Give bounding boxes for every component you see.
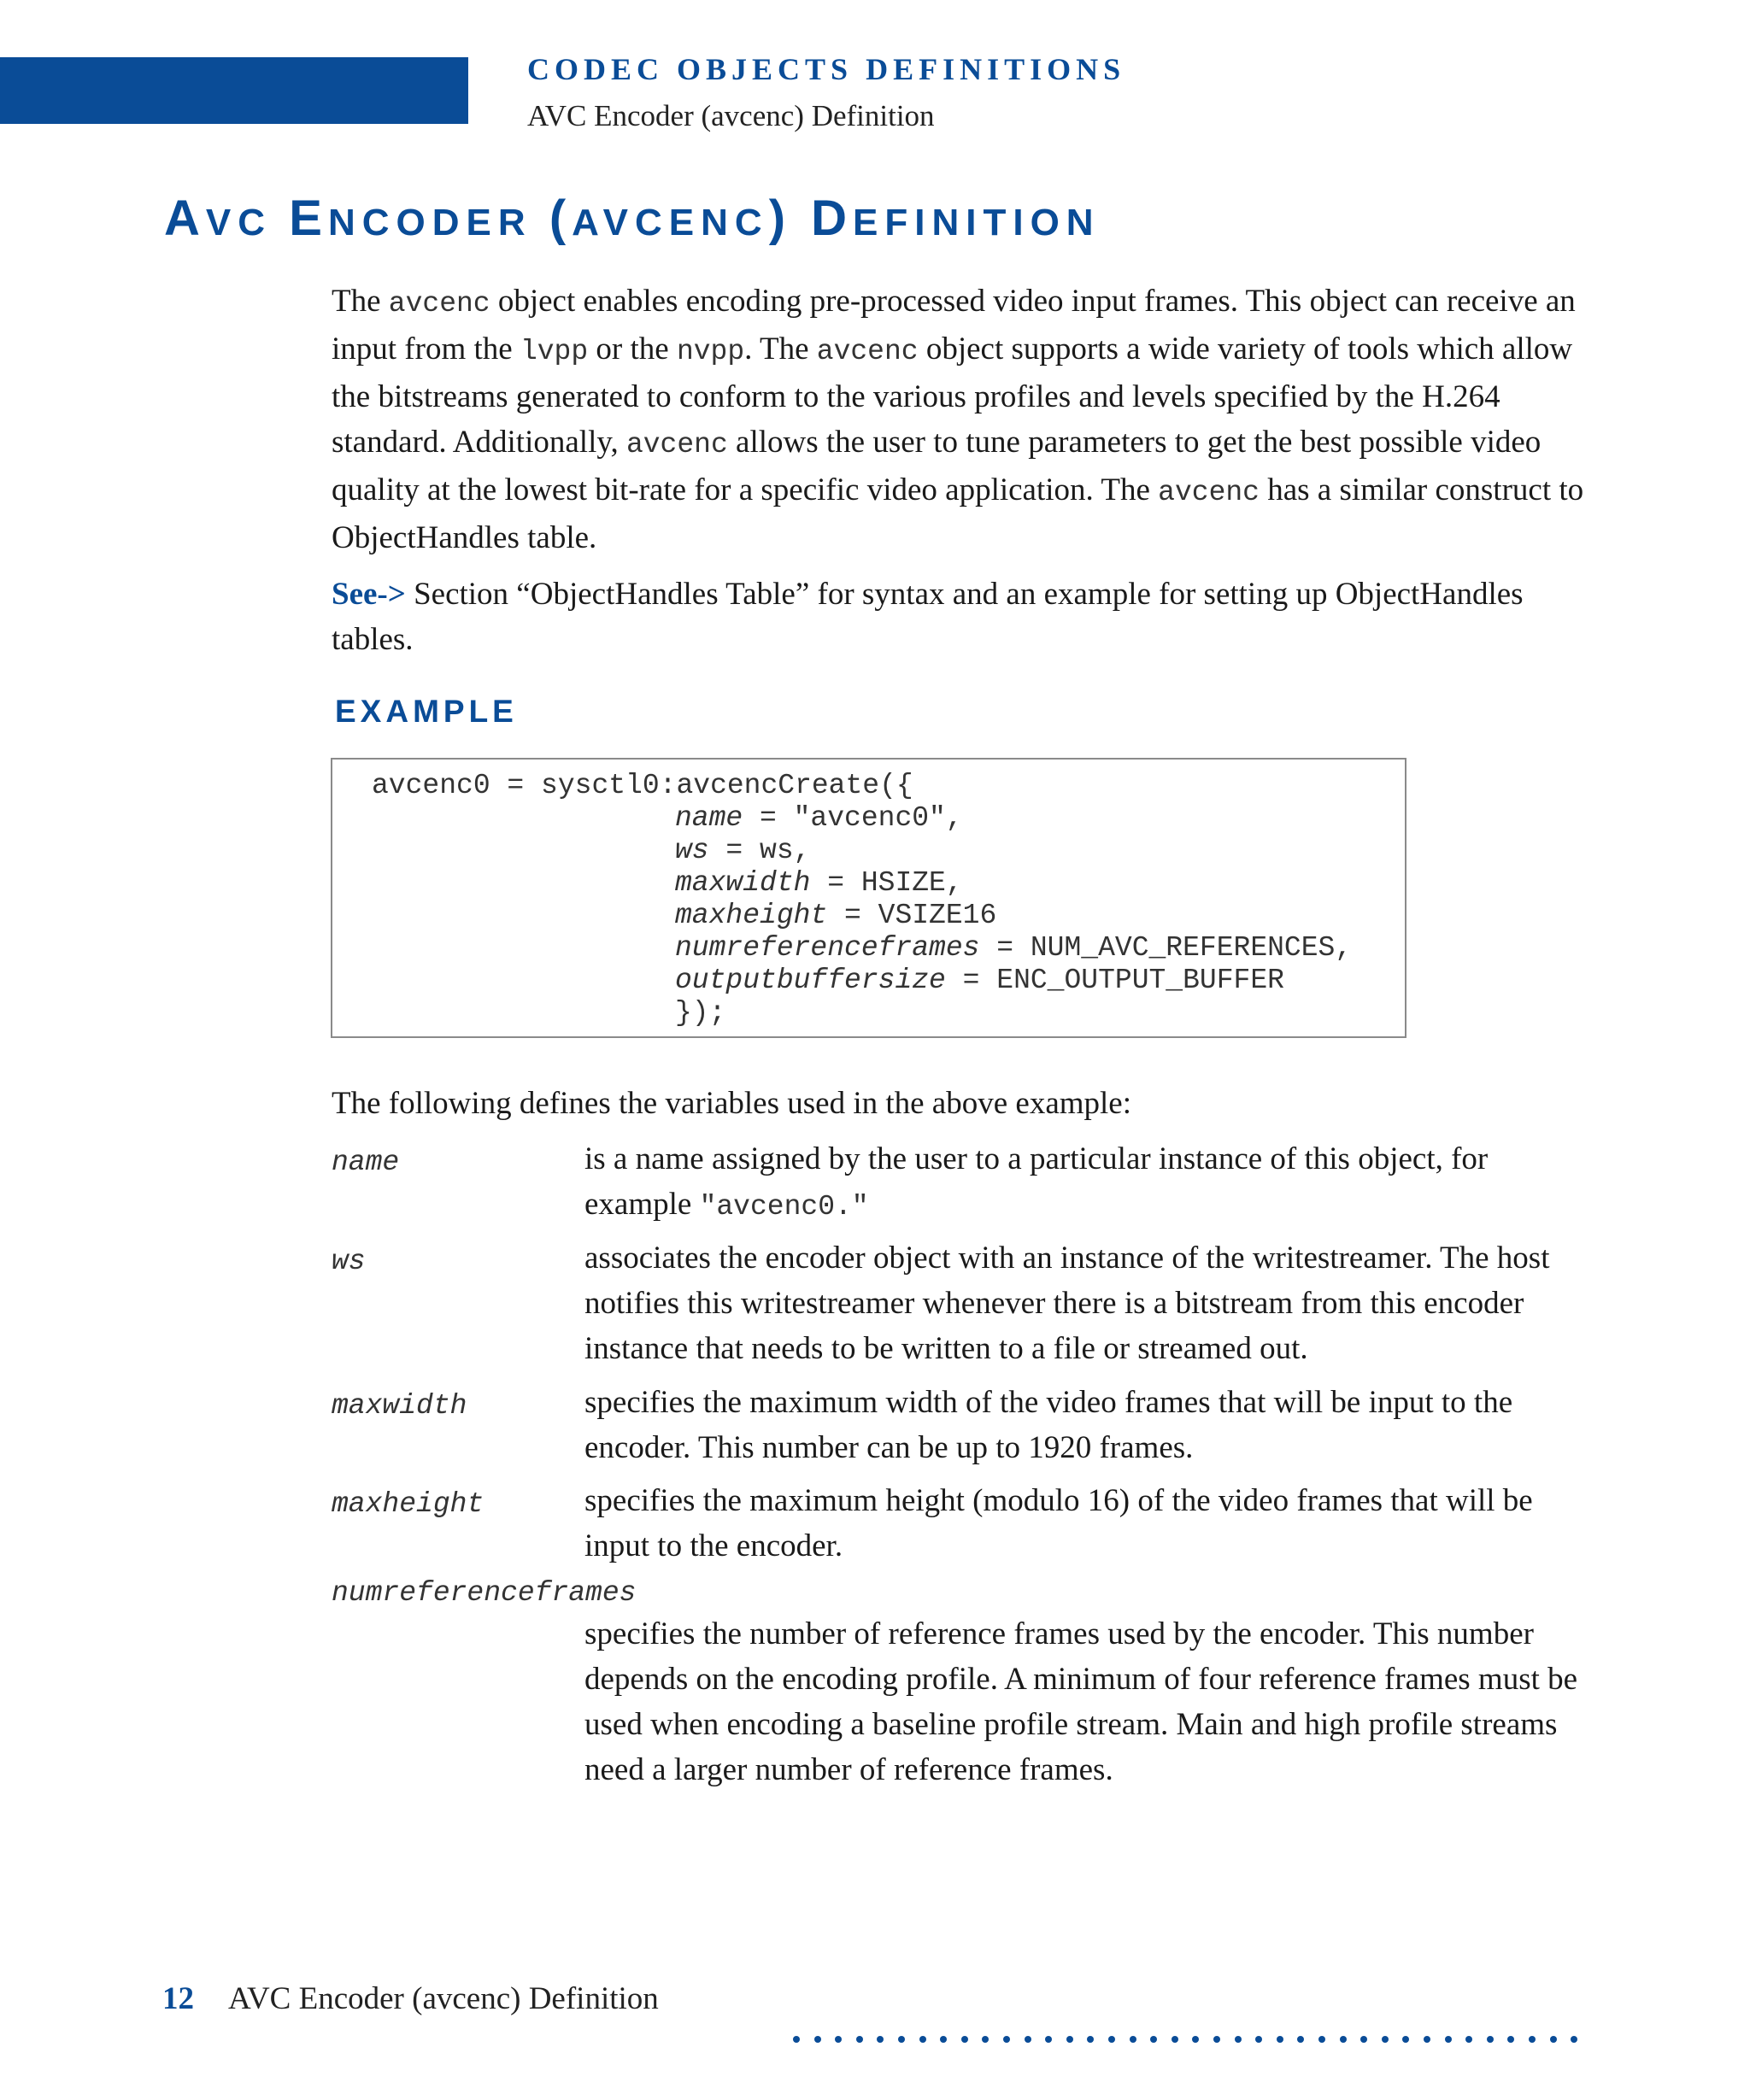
footer-title: AVC Encoder (avcenc) Definition [228,1981,659,2016]
footer-dot [1235,2036,1242,2043]
footer-dot [1087,2036,1094,2043]
footer-dot [1318,2036,1325,2043]
code-line: avcenc0 = sysctl0:avcencCreate({ [372,770,913,801]
footer-dot [1255,2036,1262,2043]
footer-dot [1045,2036,1052,2043]
variable-term-ws: ws [332,1246,366,1277]
footer-dot [1277,2036,1283,2043]
code-line: numreferenceframes = NUM_AVC_REFERENCES, [675,932,1353,964]
footer-dot [1213,2036,1220,2043]
header-color-bar [0,57,468,124]
code-line: maxwidth = HSIZE, [675,867,963,899]
code-line: ws = ws, [675,835,811,866]
code-line: outputbuffersize = ENC_OUTPUT_BUFFER [675,965,1284,996]
footer-dot [1402,2036,1409,2043]
footer-dot [982,2036,989,2043]
footer-dot [856,2036,863,2043]
variable-term-maxheight: maxheight [332,1488,484,1520]
footer-dot [1571,2036,1577,2043]
footer-dot [793,2036,800,2043]
footer-dot [1445,2036,1452,2043]
example-heading: EXAMPLE [335,694,518,729]
footer-dot [1025,2036,1031,2043]
footer-dot [877,2036,884,2043]
see-also-link[interactable]: See-> [332,577,406,612]
footer-dot [1150,2036,1157,2043]
variable-desc-numreferenceframes: specifies the number of reference frames used by the encoder. This number depends on the encoding profile. A minimum of four reference frames must be used when encoding a baseline profile stream. Main and high profile streams need a larger number of reference frames. [584,1616,1578,1787]
page-number: 12 [162,1981,194,2016]
footer-dot [898,2036,905,2043]
code-line: maxheight = VSIZE16 [675,900,997,931]
footer-dot [1130,2036,1136,2043]
code-example-box [331,758,1406,1038]
footer-dot [1108,2036,1115,2043]
footer-dot [1382,2036,1389,2043]
footer-dot [1507,2036,1514,2043]
footer-dot [1465,2036,1472,2043]
variable-desc-ws: associates the encoder object with an instance of the writestreamer. The host notifies this writestreamer whenever there is a bitstream from this encoder instance that needs to be written to a file or streamed out. [584,1241,1550,1366]
footer-dot [919,2036,926,2043]
footer-dot [1529,2036,1536,2043]
footer-dot [1487,2036,1494,2043]
footer-dot [1003,2036,1010,2043]
code-line: name = "avcenc0", [675,802,963,834]
footer-dot [1192,2036,1199,2043]
footer-dot [1360,2036,1367,2043]
variable-term-maxwidth: maxwidth [332,1390,467,1422]
footer-dot [961,2036,968,2043]
variable-term-numreferenceframes: numreferenceframes [332,1577,637,1609]
footer-dot [1340,2036,1347,2043]
intro-paragraph: The avcenc object enables encoding pre-processed video input frames. This object can receive an input from the lvpp or the nvpp. The avcenc object supports a wide variety of tools which allow the bitstreams generated to conform to the various profiles and levels specified by the H.264 standard. Additionally, avcenc allows the user to tune parameters to get the best possible video quality at the lowest bit-rate for a specific video application. The avcenc has a similar construct to ObjectHandles table. [332,284,1584,555]
footer-dot [1424,2036,1430,2043]
page-title: AVC ENCODER (AVCENC) DEFINITION [164,191,1101,246]
footer-dot [835,2036,842,2043]
footer-dot [1066,2036,1073,2043]
footer-dot [940,2036,947,2043]
variables-intro: The following defines the variables used in the above example: [332,1086,1132,1121]
footer-dot [1297,2036,1304,2043]
footer-dot [1550,2036,1557,2043]
variable-desc-maxheight: specifies the maximum height (modulo 16) of the video frames that will be input to the encoder. [584,1483,1533,1563]
code-line: }); [675,997,726,1029]
running-header-section: CODEC OBJECTS DEFINITIONS [527,52,1126,86]
footer-dot [1172,2036,1178,2043]
see-also-note: See-> Section “ObjectHandles Table” for syntax and an example for setting up ObjectHandles tables. [332,577,1524,657]
variable-term-name: name [332,1147,400,1178]
footer-dot [814,2036,821,2043]
variable-desc-maxwidth: specifies the maximum width of the video frames that will be input to the encoder. This number can be up to 1920 frames. [584,1385,1513,1465]
variable-desc-name: is a name assigned by the user to a particular instance of this object, for example "avcenc0." [584,1141,1489,1223]
running-header-subsection: AVC Encoder (avcenc) Definition [527,99,935,132]
